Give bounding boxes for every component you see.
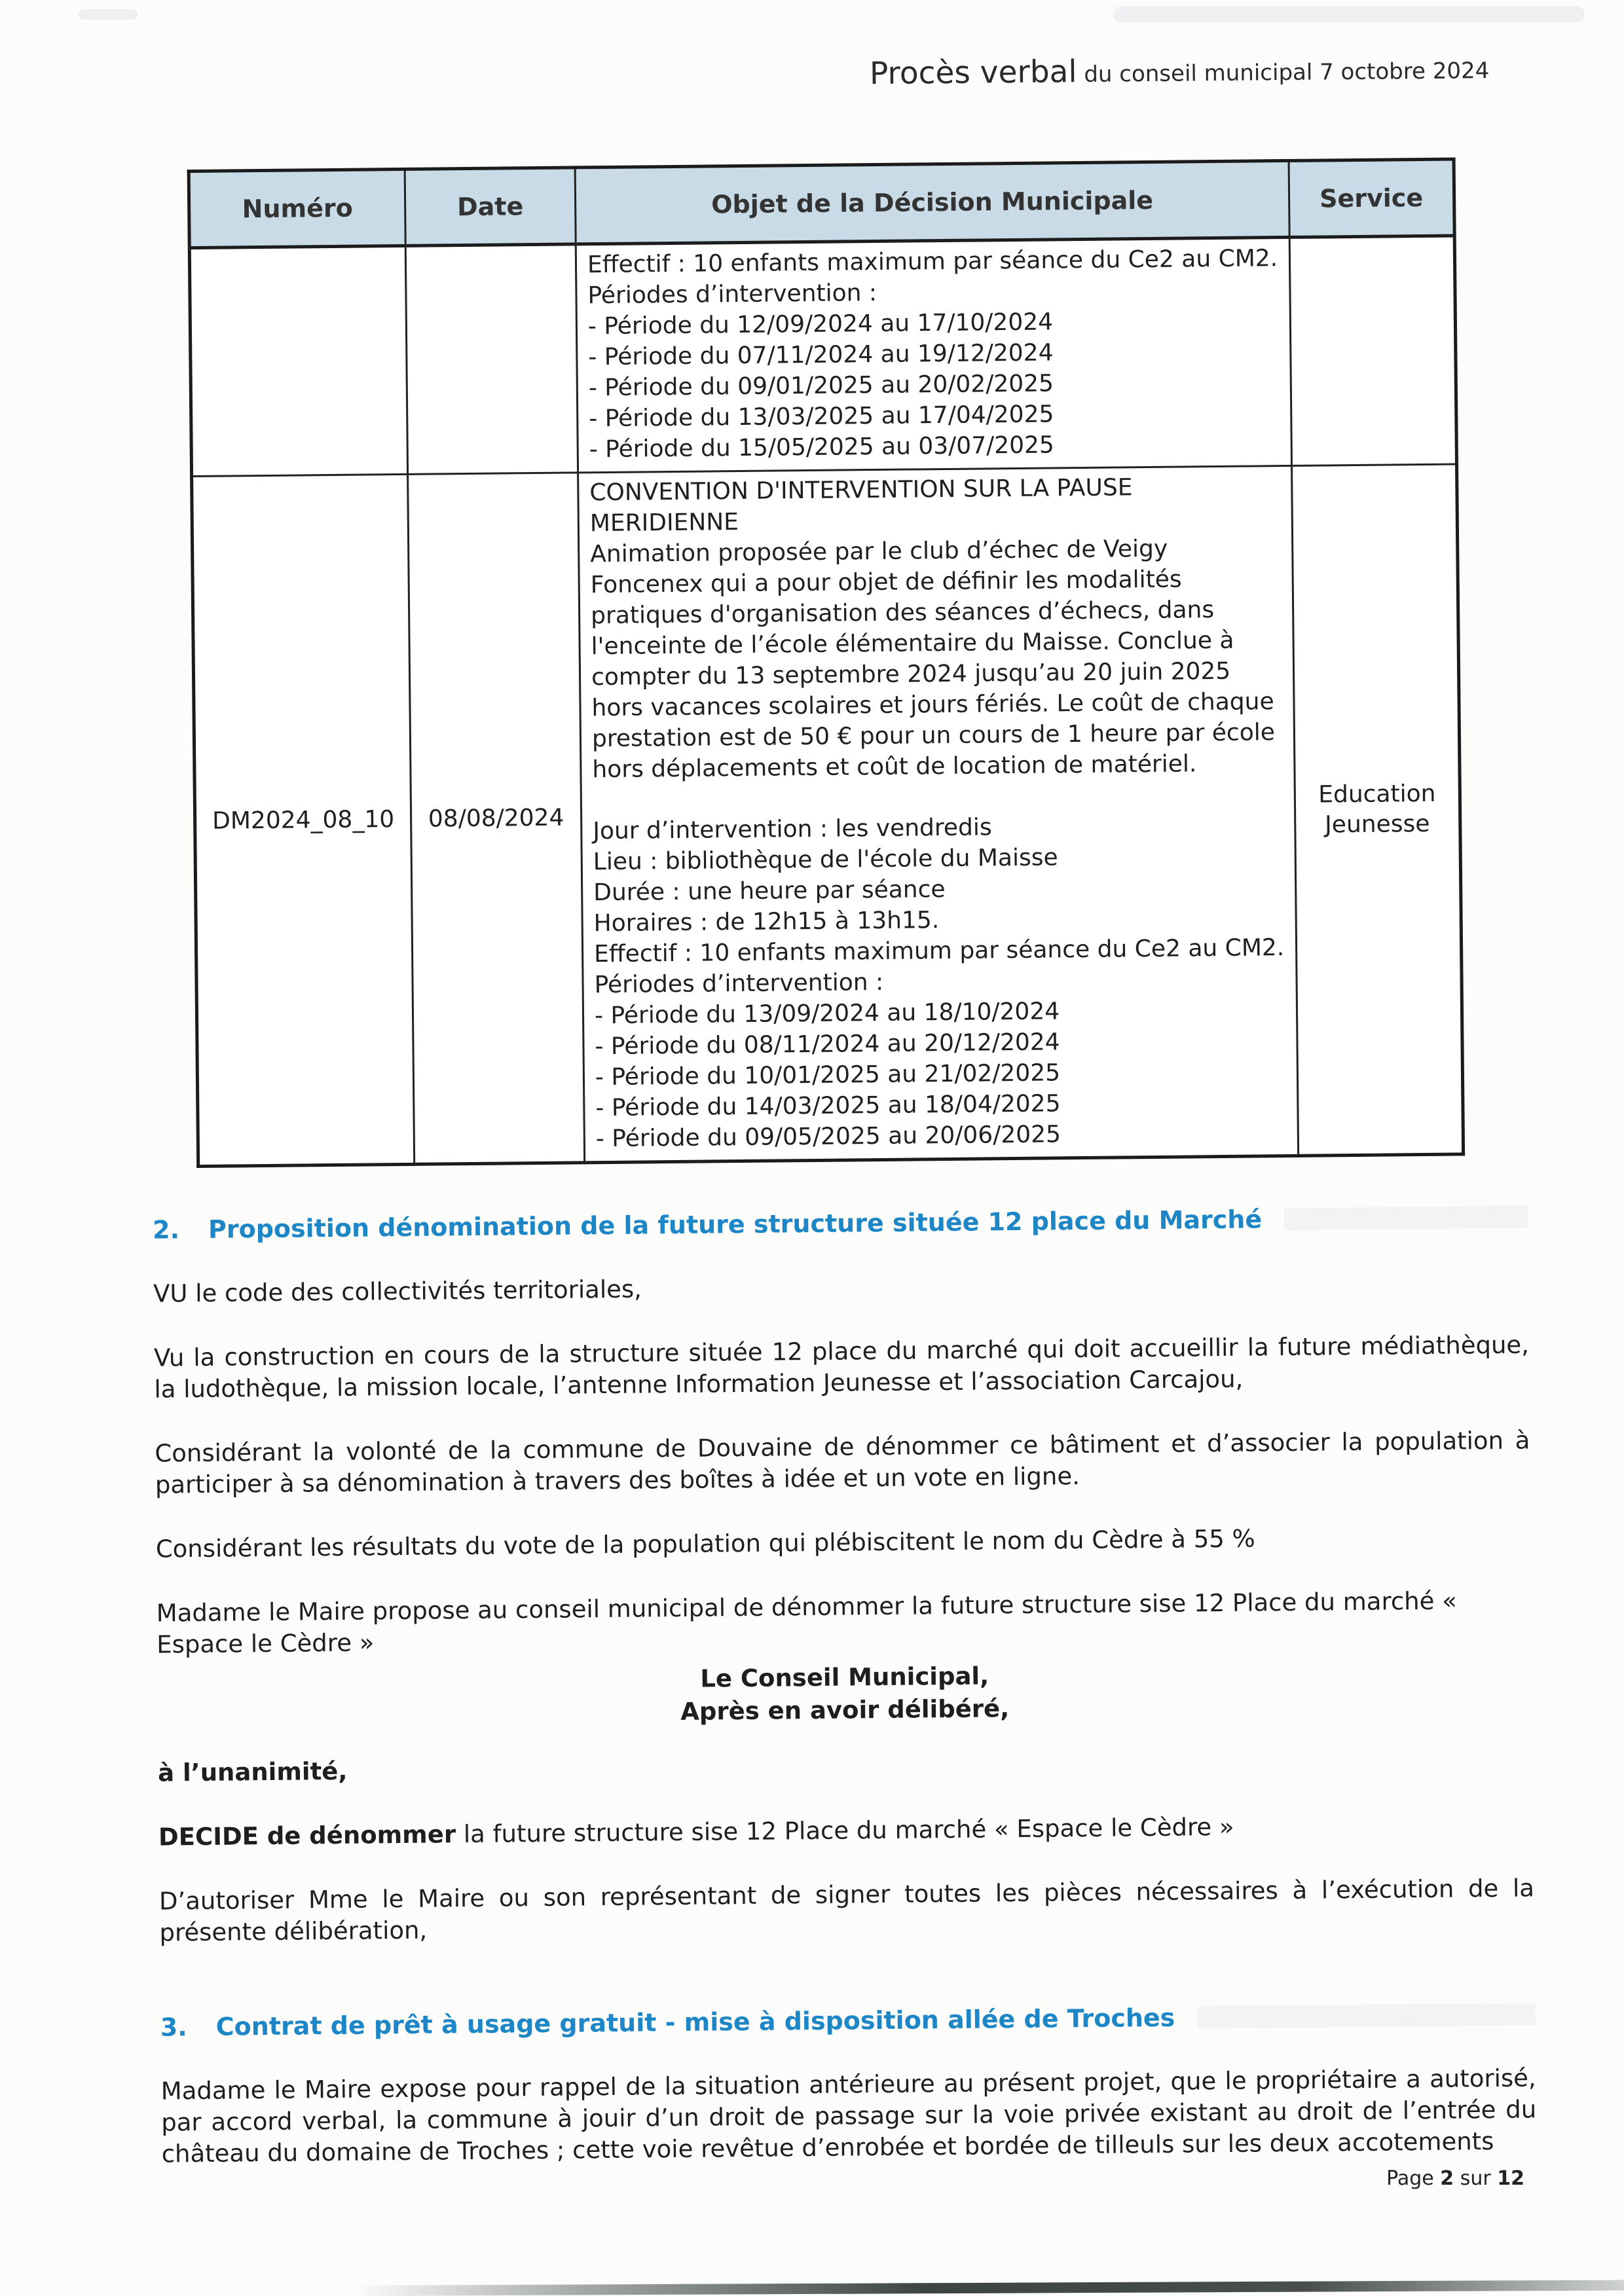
table-header-row <box>189 159 1454 248</box>
col-header-numero: Numéro <box>189 169 405 247</box>
paragraph: Madame le Maire propose au conseil municipal de dénommer la future structure sise 12 Place du marché « Espace le Cèdre » <box>156 1586 1458 1659</box>
header-title-main: Procès verbal <box>869 54 1077 92</box>
objet-paragraph: Animation proposée par le club d’échec de Veigy Foncenex qui a pour objet de définir les modalités pratiques d'organisation des séances d’échecs, dans l'enceinte de l’école élémentaire du Maisse. Conclue à compter du 13 septembre 2024 jusqu’au 20 juin 2025 hors vacances scolaires et jours fériés. Le coût de chaque prestation est de 50 € pour un cours de 1 heure par école hors déplacements et coût de location de matériel. <box>590 535 1276 784</box>
decision-numero <box>189 246 407 476</box>
objet-detail-line: Lieu : bibliothèque de l'école du Maisse <box>593 844 1058 876</box>
decision-statement <box>158 1808 1534 1853</box>
paragraph: Vu la construction en cours de la structure située 12 place du marché qui doit accueillir la future médiathèque, la ludothèque, la mission locale, l’antenne Information Jeunesse et l’association Carcajou, <box>153 1330 1530 1404</box>
objet-title-line: CONVENTION D'INTERVENTION SUR LA PAUSE MERIDIENNE <box>589 474 1133 538</box>
running-header <box>870 50 1490 92</box>
objet-line: - Période du 13/03/2025 au 17/04/2025 <box>589 401 1054 433</box>
decision-numero: DM2024_08_10 <box>192 474 415 1166</box>
objet-line: Périodes d’intervention : <box>587 279 877 310</box>
paragraph: Considérant la volonté de la commune de Douvaine de dénommer ce bâtiment et d’associer la population à participer à sa dénomination à travers des boîtes à idée et un vote en ligne. <box>155 1426 1530 1499</box>
decision-date <box>405 244 578 474</box>
header-title-sub: du conseil municipal 7 octobre 2024 <box>1077 57 1490 88</box>
table-row <box>189 236 1456 477</box>
section-2-title: Proposition dénomination de la future structure située 12 place du Marché <box>208 1205 1263 1244</box>
table-row <box>192 464 1464 1166</box>
decision-service <box>1289 236 1456 465</box>
unanimity-line: à l’unanimité, <box>157 1757 348 1787</box>
objet-detail-line: - Période du 10/01/2025 au 21/02/2025 <box>595 1059 1061 1091</box>
objet-detail-line: Durée : une heure par séance <box>593 876 946 907</box>
section-2-heading <box>153 1201 1528 1246</box>
decision-objet <box>578 465 1299 1162</box>
paragraph: Considérant les résultats du vote de la population qui plébiscitent le nom du Cèdre à 55 % <box>155 1524 1255 1563</box>
municipal-decisions-table <box>187 157 1466 1168</box>
objet-line: - Période du 07/11/2024 au 19/12/2024 <box>588 339 1054 371</box>
section-3-title: Contrat de prêt à usage gratuit - mise à disposition allée de Troches <box>215 2003 1175 2041</box>
objet-detail-line: Périodes d’intervention : <box>594 968 884 999</box>
decision-service: Education Jeunesse <box>1292 464 1464 1156</box>
section-2-number: 2. <box>152 1215 180 1245</box>
objet-detail-line: - Période du 09/05/2025 au 20/06/2025 <box>595 1121 1061 1153</box>
objet-line: - Période du 09/01/2025 au 20/02/2025 <box>588 370 1054 402</box>
section-3-number: 3. <box>160 2013 187 2042</box>
col-header-service: Service <box>1289 159 1454 237</box>
paragraph: VU le code des collectivités territoriales, <box>153 1275 642 1308</box>
objet-line: - Période du 15/05/2025 au 03/07/2025 <box>589 431 1055 464</box>
paragraph: D’autoriser Mme le Maire ou son représentant de signer toutes les pièces nécessaires à l’exécution de la présente délibération, <box>158 1874 1535 1947</box>
objet-line: Effectif : 10 enfants maximum par séance du Ce2 au CM2. <box>587 245 1278 279</box>
col-header-date: Date <box>405 168 576 246</box>
decision-objet <box>576 237 1291 472</box>
objet-detail-line: Jour d’intervention : les vendredis <box>593 814 992 845</box>
objet-detail-line: - Période du 13/09/2024 au 18/10/2024 <box>594 998 1060 1030</box>
objet-detail-line: Effectif : 10 enfants maximum par séance du Ce2 au CM2. <box>593 934 1285 968</box>
decision-date: 08/08/2024 <box>408 473 585 1164</box>
section-3-heading <box>160 1998 1536 2043</box>
decision-rest: la future structure sise 12 Place du marché « Espace le Cèdre » <box>455 1812 1234 1849</box>
paragraph: Madame le Maire expose pour rappel de la situation antérieure au présent projet, que le propriétaire a autorisé, par accord verbal, la commune à jouir d’un droit de passage sur la voie privée existant au droit de l’entrée du château du domaine de Troches ; cette voie revêtue d’enrobée et bordée de tilleuls sur les deux accotements <box>160 2064 1537 2168</box>
objet-detail-line: Horaires : de 12h15 à 13h15. <box>593 907 940 938</box>
objet-detail-line: - Période du 14/03/2025 au 18/04/2025 <box>595 1090 1061 1122</box>
document-body <box>152 1136 1537 2170</box>
objet-line: - Période du 12/09/2024 au 17/10/2024 <box>587 308 1054 340</box>
page-number <box>1386 2167 1524 2190</box>
footer-total-pages: 12 <box>1497 2167 1524 2190</box>
objet-detail-line: - Période du 08/11/2024 au 20/12/2024 <box>595 1029 1060 1061</box>
deliberation-line: Après en avoir délibéré, <box>680 1694 1010 1726</box>
col-header-objet: Objet de la Décision Municipale <box>575 160 1289 244</box>
footer-current-page: 2 <box>1440 2167 1454 2190</box>
footer-word-sur: sur <box>1460 2167 1491 2190</box>
footer-word-page: Page <box>1386 2167 1434 2190</box>
deliberation-line: Le Conseil Municipal, <box>700 1662 989 1693</box>
decision-verb: DECIDE de dénommer <box>158 1820 456 1851</box>
